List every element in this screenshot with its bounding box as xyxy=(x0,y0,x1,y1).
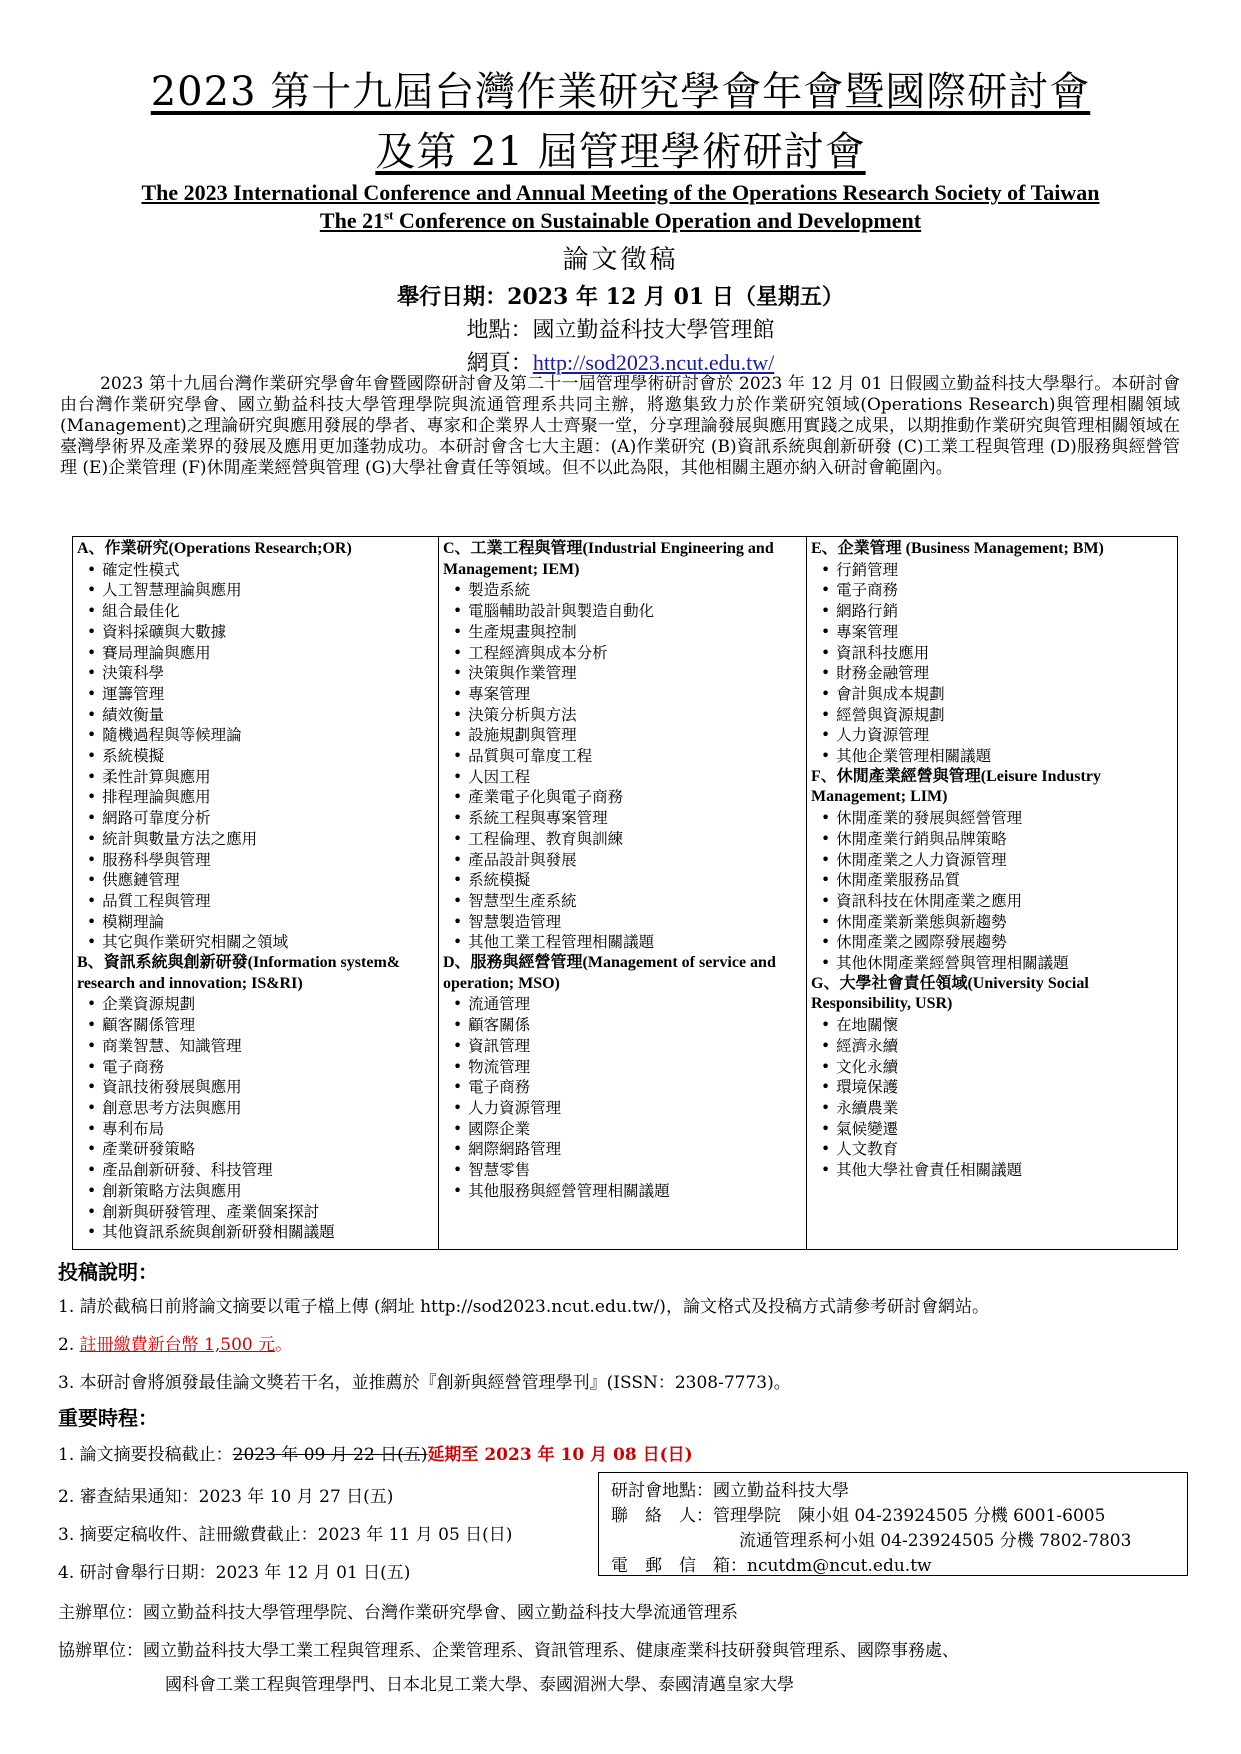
page-title-line1: 2023 第十九屆台灣作業研究學會年會暨國際研討會 xyxy=(150,69,1091,115)
topic-list-d xyxy=(443,994,802,1201)
topic-item: • 其他企業管理相關議題 xyxy=(811,746,1173,767)
topic-item: • 工程經濟與成本分析 xyxy=(443,643,802,664)
topic-item: • 工程倫理、教育與訓練 xyxy=(443,829,802,850)
topic-list-a xyxy=(77,560,434,953)
schedule-item-4: 4. 研討會舉行日期：2023 年 12 月 01 日(五) xyxy=(58,1563,411,1583)
submission-heading: 投稿說明： xyxy=(58,1260,158,1284)
topic-item: • 專案管理 xyxy=(811,622,1173,643)
topic-item: • 氣候變遷 xyxy=(811,1119,1173,1140)
topic-item: • 顧客關係 xyxy=(443,1015,802,1036)
topic-item: • 環境保護 xyxy=(811,1077,1173,1098)
topic-item: • 人力資源管理 xyxy=(443,1098,802,1119)
topic-item: • 產品創新研發、科技管理 xyxy=(77,1160,434,1181)
page-title-line2: 及第 21 屆管理學術研討會 xyxy=(375,129,866,175)
submission-note-3: 3. 本研討會將頒發最佳論文獎若干名，並推薦於『創新與經營管理學刊』(ISSN：2308-7773)。 xyxy=(58,1373,791,1393)
contact-box xyxy=(598,1472,1188,1576)
submission-note-1: 1. 請於截稿日前將論文摘要以電子檔上傳 (網址 http://sod2023.ncut.edu.tw/)，論文格式及投稿方式請參考研討會網站。 xyxy=(58,1297,989,1317)
topic-item: • 休閒產業的發展與經營管理 xyxy=(811,808,1173,829)
schedule-item-3: 3. 摘要定稿收件、註冊繳費截止：2023 年 11 月 05 日(日) xyxy=(58,1525,513,1545)
topic-item: • 其他休閒產業經營與管理相關議題 xyxy=(811,953,1173,974)
host-organizers: 主辦單位：國立勤益科技大學管理學院、台灣作業研究學會、國立勤益科技大學流通管理系 xyxy=(58,1603,738,1623)
topic-item: • 創新與研發管理、產業個案探討 xyxy=(77,1202,434,1223)
topic-item: • 設施規劃與管理 xyxy=(443,725,802,746)
topic-item: • 人文教育 xyxy=(811,1139,1173,1160)
topic-item: • 資訊技術發展與應用 xyxy=(77,1077,434,1098)
event-venue: 地點：國立勤益科技大學管理館 xyxy=(466,318,775,343)
submission-note-2 xyxy=(58,1330,292,1355)
topic-item: • 休閒產業之人力資源管理 xyxy=(811,850,1173,871)
english-title-line2: The 21st Conference on Sustainable Operation and Development xyxy=(319,208,922,234)
topic-item: • 確定性模式 xyxy=(77,560,434,581)
topic-item: • 經營與資源規劃 xyxy=(811,705,1173,726)
topic-item: • 資訊管理 xyxy=(443,1036,802,1057)
note-2-number: 2. xyxy=(58,1335,80,1355)
topic-item: • 隨機過程與等候理論 xyxy=(77,725,434,746)
topic-item: • 其他工業工程管理相關議題 xyxy=(443,932,802,953)
contact-person-1: 聯 絡 人：管理學院 陳小姐 04-23924505 分機 6001-6005 xyxy=(611,1506,1106,1526)
topic-list-e xyxy=(811,560,1173,767)
topic-item: • 創意思考方法與應用 xyxy=(77,1098,434,1119)
topic-item: • 其他服務與經營管理相關議題 xyxy=(443,1181,802,1202)
topic-item: • 在地關懷 xyxy=(811,1015,1173,1036)
topic-item: • 創新策略方法與應用 xyxy=(77,1181,434,1202)
topic-item: • 電子商務 xyxy=(77,1057,434,1078)
topic-item: • 物流管理 xyxy=(443,1057,802,1078)
topic-item: • 供應鏈管理 xyxy=(77,870,434,891)
schedule-item-2: 2. 審查結果通知：2023 年 10 月 27 日(五) xyxy=(58,1487,394,1507)
topic-list-f xyxy=(811,808,1173,974)
topic-item: • 人因工程 xyxy=(443,767,802,788)
topic-item: • 統計與數量方法之應用 xyxy=(77,829,434,850)
topic-item: • 休閒產業服務品質 xyxy=(811,870,1173,891)
topic-item: • 排程理論與應用 xyxy=(77,787,434,808)
schedule-heading: 重要時程： xyxy=(58,1406,158,1430)
registration-fee: 註冊繳費新台幣 1,500 元 xyxy=(79,1335,276,1355)
note-2-end: 。 xyxy=(275,1335,293,1355)
topic-item: • 電腦輔助設計與製造自動化 xyxy=(443,601,802,622)
topic-item: • 產品設計與發展 xyxy=(443,850,802,871)
co-host-organizers-line1: 協辦單位：國立勤益科技大學工業工程與管理系、企業管理系、資訊管理系、健康產業科技研發與管理系、國際事務處、 xyxy=(58,1641,959,1661)
topic-item: • 其他資訊系統與創新研發相關議題 xyxy=(77,1222,434,1243)
contact-person-2: 流通管理系柯小姐 04-23924505 分機 7802-7803 xyxy=(739,1531,1132,1551)
call-for-papers-heading: 論文徵稿 xyxy=(562,245,679,275)
topic-category-f: F、休閒產業經營與管理(Leisure Industry Management; LIM) xyxy=(811,767,1101,806)
topic-item: • 智慧零售 xyxy=(443,1160,802,1181)
topic-category-g: G、大學社會責任領域(University Social Responsibility, USR) xyxy=(811,974,1089,1013)
topic-item: • 休閒產業之國際發展趨勢 xyxy=(811,932,1173,953)
topic-item: • 人力資源管理 xyxy=(811,725,1173,746)
topic-item: • 網際網路管理 xyxy=(443,1139,802,1160)
topic-item: • 資訊科技在休閒產業之應用 xyxy=(811,891,1173,912)
topic-item: • 文化永續 xyxy=(811,1057,1173,1078)
topics-table xyxy=(72,536,1178,1250)
topic-category-d: D、服務與經營管理(Management of service and operation; MSO) xyxy=(443,954,776,992)
topic-list-c xyxy=(443,580,802,953)
contact-email: 電 郵 信 箱：ncutdm@ncut.edu.tw xyxy=(611,1556,932,1576)
topic-item: • 產業電子化與電子商務 xyxy=(443,787,802,808)
schedule-1-label: 1. 論文摘要投稿截止： xyxy=(58,1445,233,1465)
topic-item: • 休閒產業新業態與新趨勢 xyxy=(811,912,1173,933)
topic-item: • 網路可靠度分析 xyxy=(77,808,434,829)
topic-item: • 電子商務 xyxy=(811,580,1173,601)
topic-item: • 智慧型生產系統 xyxy=(443,891,802,912)
topic-item: • 柔性計算與應用 xyxy=(77,767,434,788)
topic-category-a: A、作業研究(Operations Research;OR) xyxy=(77,540,352,557)
topic-item: • 商業智慧、知識管理 xyxy=(77,1036,434,1057)
topic-item: • 製造系統 xyxy=(443,580,802,601)
website-label: 網頁： xyxy=(466,351,533,376)
topic-item: • 決策與作業管理 xyxy=(443,663,802,684)
topic-item: • 品質與可靠度工程 xyxy=(443,746,802,767)
topic-item: • 賽局理論與應用 xyxy=(77,643,434,664)
topic-item: • 流通管理 xyxy=(443,994,802,1015)
intro-paragraph: 2023 第十九屆台灣作業研究學會年會暨國際研討會及第二十一屆管理學術研討會於 2023 年 12 月 01 日假國立勤益科技大學舉行。本研討會由台灣作業研究學會、國立勤益科技大學管理學院與流通管理系共同主辦，將邀集致力於作業研究領域(Operations Research)與管理相關領域(Management)之理論研究與應用發展的學者、專家和企業界人士齊聚一堂，分享理論發展與應用實踐之成果，以期推動作業研究與管理相關領域在臺灣學術界及產業界的發展及應用更加蓬勃成功。本研討會含七大主題：(A)作業研究 (B)資訊系統與創新研發 (C)工業工程與管理 (D)服務與經營管理 (E)企業管理 (F)休閒產業經營與管理 (G)大學社會責任等領域。但不以此為限，其他相關主題亦納入研討會範圍內。 xyxy=(60,374,1180,478)
topic-list-g xyxy=(811,1015,1173,1181)
topic-item: • 企業資源規劃 xyxy=(77,994,434,1015)
contact-location: 研討會地點：國立勤益科技大學 xyxy=(611,1481,849,1501)
topic-item: • 行銷管理 xyxy=(811,560,1173,581)
topics-column-1 xyxy=(73,537,439,1249)
topic-item: • 系統模擬 xyxy=(443,870,802,891)
schedule-1-new-date: 延期至 2023 年 10 月 08 日(日) xyxy=(427,1445,693,1465)
topic-item: • 人工智慧理論與應用 xyxy=(77,580,434,601)
topic-item: • 經濟永續 xyxy=(811,1036,1173,1057)
topic-item: • 決策科學 xyxy=(77,663,434,684)
event-website xyxy=(0,346,1241,377)
topic-item: • 模糊理論 xyxy=(77,912,434,933)
topic-item: • 財務金融管理 xyxy=(811,663,1173,684)
topic-item: • 產業研發策略 xyxy=(77,1139,434,1160)
topic-item: • 會計與成本規劃 xyxy=(811,684,1173,705)
topic-item: • 生產規畫與控制 xyxy=(443,622,802,643)
topic-item: • 電子商務 xyxy=(443,1077,802,1098)
topic-item: • 國際企業 xyxy=(443,1119,802,1140)
topic-category-c: C、工業工程與管理(Industrial Engineering and Management; IEM) xyxy=(443,540,774,578)
topic-item: • 資料採礦與大數據 xyxy=(77,622,434,643)
topic-item: • 網路行銷 xyxy=(811,601,1173,622)
topic-item: • 其它與作業研究相關之領域 xyxy=(77,932,434,953)
topic-item: • 品質工程與管理 xyxy=(77,891,434,912)
topic-category-e: E、企業管理 (Business Management; BM) xyxy=(811,540,1104,557)
schedule-item-1 xyxy=(58,1440,693,1465)
topic-item: • 系統工程與專案管理 xyxy=(443,808,802,829)
event-date: 舉行日期：2023 年 12 月 01 日（星期五） xyxy=(397,284,844,310)
topic-item: • 專案管理 xyxy=(443,684,802,705)
topic-item: • 決策分析與方法 xyxy=(443,705,802,726)
schedule-1-old-date: 2023 年 09 月 22 日(五) xyxy=(232,1445,428,1465)
topic-item: • 專利布局 xyxy=(77,1119,434,1140)
topic-item: • 顧客關係管理 xyxy=(77,1015,434,1036)
topic-item: • 其他大學社會責任相關議題 xyxy=(811,1160,1173,1181)
topic-item: • 系統模擬 xyxy=(77,746,434,767)
topic-item: • 資訊科技應用 xyxy=(811,643,1173,664)
co-host-organizers-line2: 國科會工業工程與管理學門、日本北見工業大學、泰國湄洲大學、泰國清邁皇家大學 xyxy=(165,1675,794,1695)
topic-item: • 永續農業 xyxy=(811,1098,1173,1119)
topic-item: • 休閒產業行銷與品牌策略 xyxy=(811,829,1173,850)
topic-item: • 運籌管理 xyxy=(77,684,434,705)
topic-item: • 服務科學與管理 xyxy=(77,850,434,871)
topic-item: • 智慧製造管理 xyxy=(443,912,802,933)
topic-category-b: B、資訊系統與創新研發(Information system& research and innovation; IS&RI) xyxy=(77,954,401,992)
english-title-line1: The 2023 International Conference and Annual Meeting of the Operations Research Society of Taiwan xyxy=(141,180,1100,205)
website-link[interactable]: http://sod2023.ncut.edu.tw/ xyxy=(532,350,775,375)
topics-column-2 xyxy=(439,537,807,1249)
topic-item: • 績效衡量 xyxy=(77,705,434,726)
topic-item: • 組合最佳化 xyxy=(77,601,434,622)
topics-column-3 xyxy=(807,537,1177,1249)
topic-list-b xyxy=(77,994,434,1242)
